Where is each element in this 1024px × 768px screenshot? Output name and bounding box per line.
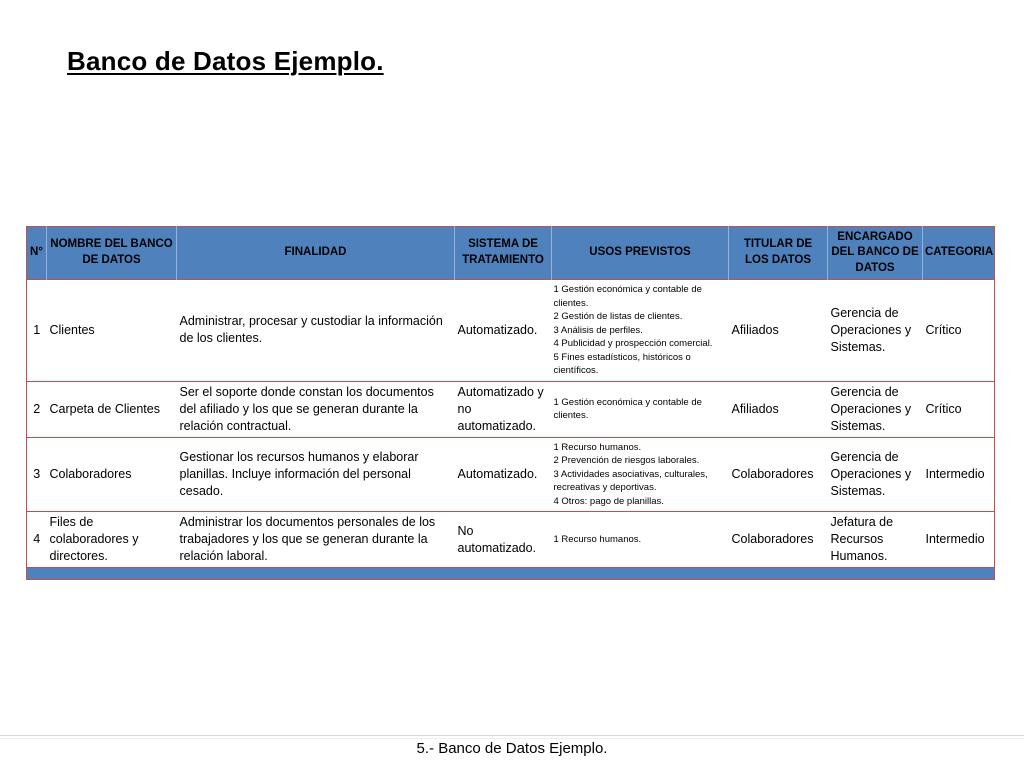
cell-nombre: Clientes [47, 280, 177, 382]
header-num: N° [27, 227, 47, 280]
uso-item: 1 Gestión económica y contable de clientes. [553, 284, 702, 309]
cell-usos [552, 280, 729, 382]
uso-item: 2 Gestión de listas de clientes. [553, 311, 683, 322]
table-header-row [27, 227, 995, 280]
header-encargado: ENCARGADO DEL BANCO DE DATOS [828, 227, 923, 280]
header-nombre: NOMBRE DEL BANCO DE DATOS [47, 227, 177, 280]
cell-num: 4 [27, 512, 47, 568]
cell-finalidad: Ser el soporte donde constan los documentos del afiliado y los que se generan durante la relación contractual. [177, 381, 455, 437]
cell-finalidad: Gestionar los recursos humanos y elaborar planillas. Incluye información del personal cesado. [177, 437, 455, 512]
cell-sistema: Automatizado. [455, 437, 552, 512]
uso-item: 1 Recurso humanos. [553, 533, 642, 545]
table-row [27, 512, 995, 568]
uso-item: 5 Fines estadísticos, históricos o científicos. [553, 351, 691, 376]
cell-num: 1 [27, 280, 47, 382]
uso-item: 4 Otros: pago de planillas. [553, 495, 664, 507]
cell-usos [552, 381, 729, 437]
slide-title: Banco de Datos Ejemplo. [67, 46, 384, 76]
uso-item: 3 Actividades asociativas, culturales, recreativas y deportivas. [553, 468, 708, 493]
cell-num: 3 [27, 437, 47, 512]
table-row [27, 437, 995, 512]
cell-categoria: Intermedio [923, 437, 995, 512]
cell-titular: Colaboradores [729, 437, 828, 512]
uso-item: 1 Gestión económica y contable de clientes. [553, 396, 702, 421]
uso-item: 1 Recurso humanos. [553, 441, 642, 453]
cell-sistema: No automatizado. [455, 512, 552, 568]
cell-encargado: Gerencia de Operaciones y Sistemas. [828, 280, 923, 382]
uso-item: 4 Publicidad y prospección comercial. [553, 338, 713, 349]
cell-nombre: Files de colaboradores y directores. [47, 512, 177, 568]
cell-titular: Afiliados [729, 280, 828, 382]
cell-usos [552, 512, 729, 568]
table-footer-band [27, 568, 995, 580]
data-bank-table-container [26, 226, 994, 580]
footer-divider-secondary [0, 738, 1024, 739]
cell-sistema: Automatizado. [455, 280, 552, 382]
cell-titular: Afiliados [729, 381, 828, 437]
cell-categoria: Crítico [923, 280, 995, 382]
header-sistema: SISTEMA DE TRATAMIENTO [455, 227, 552, 280]
header-finalidad: FINALIDAD [177, 227, 455, 280]
cell-finalidad: Administrar los documentos personales de los trabajadores y los que se generan durante la relación laboral. [177, 512, 455, 568]
footer-band-cell [27, 568, 995, 580]
cell-categoria: Intermedio [923, 512, 995, 568]
cell-nombre: Carpeta de Clientes [47, 381, 177, 437]
table-row [27, 280, 995, 382]
slide-footer: 5.- Banco de Datos Ejemplo. [416, 740, 608, 757]
cell-num: 2 [27, 381, 47, 437]
cell-encargado: Gerencia de Operaciones y Sistemas. [828, 381, 923, 437]
header-usos: USOS PREVISTOS [552, 227, 729, 280]
cell-usos [552, 437, 729, 512]
cell-encargado: Jefatura de Recursos Humanos. [828, 512, 923, 568]
cell-nombre: Colaboradores [47, 437, 177, 512]
cell-encargado: Gerencia de Operaciones y Sistemas. [828, 437, 923, 512]
cell-titular: Colaboradores [729, 512, 828, 568]
header-titular: TITULAR DE LOS DATOS [729, 227, 828, 280]
cell-sistema: Automatizado y no automatizado. [455, 381, 552, 437]
uso-item: 3 Análisis de perfiles. [553, 324, 643, 336]
header-categoria: CATEGORIA [923, 227, 995, 280]
cell-categoria: Crítico [923, 381, 995, 437]
data-bank-table [26, 226, 995, 580]
cell-finalidad: Administrar, procesar y custodiar la información de los clientes. [177, 280, 455, 382]
uso-item: 2 Prevención de riesgos laborales. [553, 455, 700, 466]
table-row [27, 381, 995, 437]
footer-divider [0, 735, 1024, 736]
